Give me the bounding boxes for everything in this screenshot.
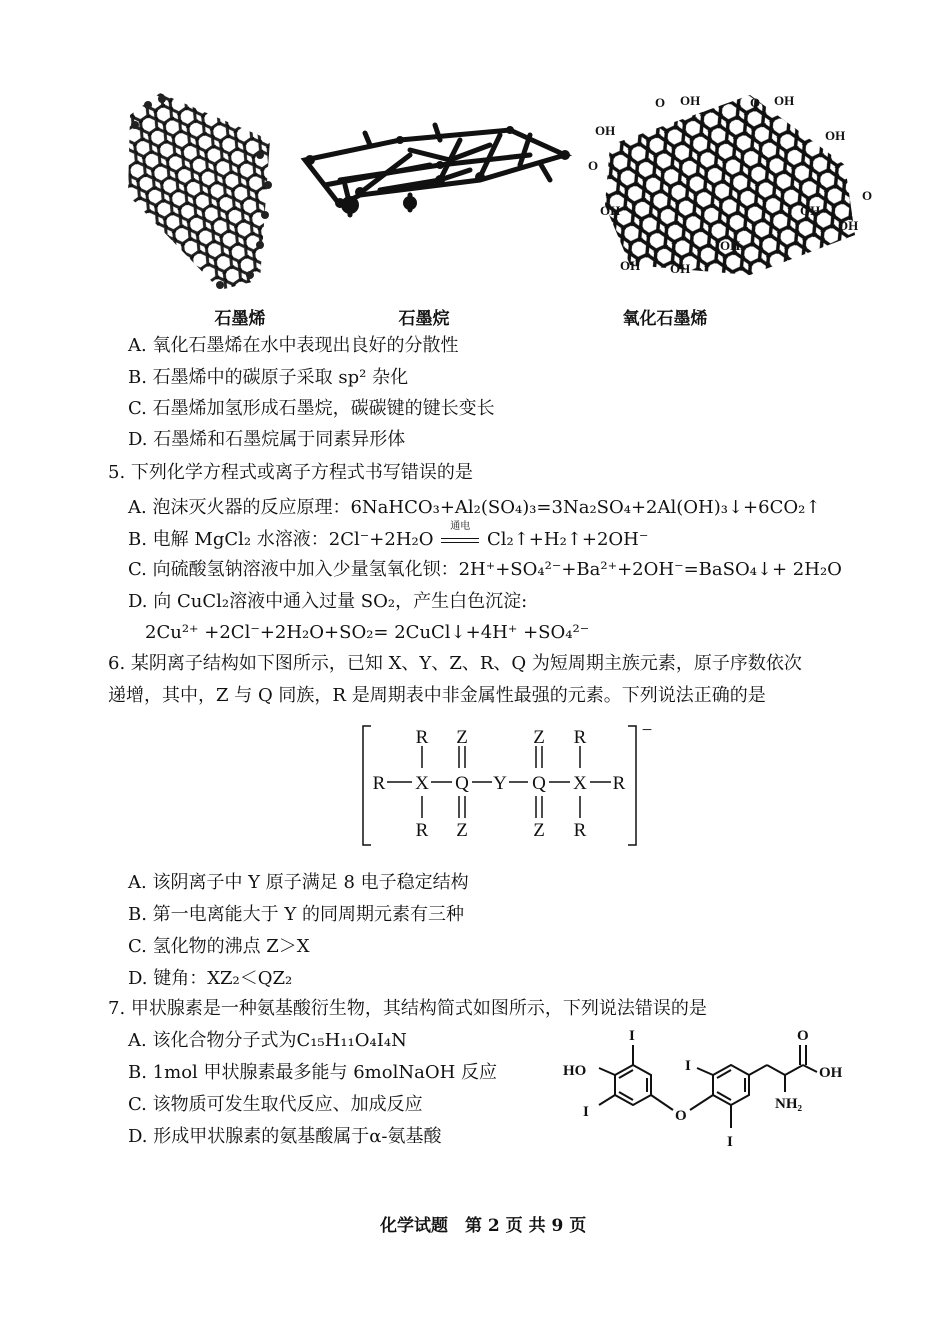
graphene-oxide-label: 氧化石墨烯 <box>622 309 708 329</box>
page-footer: 化学试题 第 2 页 共 9 页 <box>380 1216 587 1236</box>
atom-x: X <box>415 773 429 794</box>
q7-stem: 7. 甲状腺素是一种氨基酸衍生物，其结构简式如图所示，下列说法错误的是 <box>108 998 707 1019</box>
q5-option-b <box>128 521 649 552</box>
q5-stem: 5. 下列化学方程式或离子方程式书写错误的是 <box>108 462 473 483</box>
graphene-oxide-figure <box>588 93 872 276</box>
atom-y: Y <box>493 773 507 794</box>
q6-stem-line1: 6. 某阴离子结构如下图所示，已知 X、Y、Z、R、Q 为短周期主族元素，原子序数依次 <box>108 653 802 674</box>
svg-text:O: O <box>588 158 599 173</box>
q4-option-a: A. 氧化石墨烯在水中表现出良好的分散性 <box>128 335 459 356</box>
q5-option-a: A. 泡沫灭火器的反应原理：6NaHCO₃+Al₂(SO₄)₃=3Na₂SO₄+2Al(OH)₃↓+6CO₂↑ <box>128 497 821 518</box>
graphene-figure <box>128 93 272 290</box>
q7-option-b: B. 1mol 甲状腺素最多能与 6molNaOH 反应 <box>128 1062 497 1083</box>
q7-option-a: A. 该化合物分子式为C₁₅H₁₁O₄I₄N <box>128 1030 407 1051</box>
q6-option-d: D. 键角：XZ₂＜QZ₂ <box>128 968 293 989</box>
atom-r: R <box>415 727 429 748</box>
carbonyl-oxygen: O <box>797 1028 809 1044</box>
svg-text:OH: OH <box>774 93 795 108</box>
atom-z: Z <box>456 820 468 841</box>
svg-text:O: O <box>655 95 666 110</box>
q5-b-left: B. 电解 MgCl₂ 水溶液：2Cl⁻+2H₂O <box>128 529 434 550</box>
svg-text:O: O <box>862 188 873 203</box>
graphane-figure <box>305 125 570 215</box>
q5-option-d: D. 向 CuCl₂溶液中通入过量 SO₂，产生白色沉淀: <box>128 591 528 612</box>
svg-text:OH: OH <box>838 218 859 233</box>
q6-anion-structure <box>355 718 660 853</box>
atom-r: R <box>612 773 626 794</box>
svg-text:OH: OH <box>620 258 641 273</box>
svg-text:OH: OH <box>720 238 741 253</box>
ho-group: HO <box>563 1063 587 1079</box>
q6-option-a: A. 该阴离子中 Y 原子满足 8 电子稳定结构 <box>128 872 469 893</box>
iodine: I <box>583 1104 589 1120</box>
q6-option-c: C. 氢化物的沸点 Z＞X <box>128 936 310 957</box>
iodine: I <box>629 1028 635 1044</box>
svg-text:OH: OH <box>825 128 846 143</box>
atom-z: Z <box>456 727 468 748</box>
atom-z: Z <box>533 820 545 841</box>
q4-option-d: D. 石墨烯和石墨烷属于同素异形体 <box>128 429 406 450</box>
atom-z: Z <box>533 727 545 748</box>
iodine: I <box>727 1134 733 1150</box>
atom-q: Q <box>455 773 469 794</box>
svg-text:OH: OH <box>800 203 821 218</box>
oh-group: OH <box>819 1065 843 1081</box>
q4-option-b: B. 石墨烯中的碳原子采取 sp² 杂化 <box>128 367 409 388</box>
svg-text:OH: OH <box>600 203 621 218</box>
atom-r: R <box>573 727 587 748</box>
atom-r: R <box>573 820 587 841</box>
nh2-group: NH₂ <box>775 1096 802 1112</box>
graphane-label: 石墨烷 <box>398 309 450 329</box>
atom-q: Q <box>532 773 546 794</box>
svg-text:O: O <box>750 95 761 110</box>
iodine: I <box>685 1058 691 1074</box>
graphene-label: 石墨烯 <box>214 309 266 329</box>
atom-r: R <box>415 820 429 841</box>
electrolysis-condition: 通电 <box>450 521 471 532</box>
q6-stem-line2: 递增，其中，Z 与 Q 同族，R 是周期表中非金属性最强的元素。下列说法正确的是 <box>108 685 766 706</box>
anion-charge: − <box>641 720 653 741</box>
atom-r: R <box>372 773 386 794</box>
svg-text:OH: OH <box>680 93 701 108</box>
q5-option-d-equation: 2Cu²⁺ +2Cl⁻+2H₂O+SO₂= 2CuCl↓+4H⁺ +SO₄²⁻ <box>145 622 590 643</box>
q4-figures <box>110 85 873 300</box>
q6-option-b: B. 第一电离能大于 Y 的同周期元素有三种 <box>128 904 464 925</box>
q7-option-c: C. 该物质可发生取代反应、加成反应 <box>128 1094 423 1115</box>
q7-option-d: D. 形成甲状腺素的氨基酸属于α-氨基酸 <box>128 1126 442 1147</box>
q5-b-right: Cl₂↑+H₂↑+2OH⁻ <box>486 529 649 550</box>
atom-x: X <box>573 773 587 794</box>
q4-option-c: C. 石墨烯加氢形成石墨烷，碳碳键的键长变长 <box>128 398 495 419</box>
ether-oxygen: O <box>675 1108 687 1124</box>
q5-option-c: C. 向硫酸氢钠溶液中加入少量氢氧化钡：2H⁺+SO₄²⁻+Ba²⁺+2OH⁻=BaSO₄↓+ 2H₂O <box>128 559 842 580</box>
svg-text:OH: OH <box>595 123 616 138</box>
thyroxine-structure <box>555 1020 875 1160</box>
svg-text:OH: OH <box>670 261 691 276</box>
